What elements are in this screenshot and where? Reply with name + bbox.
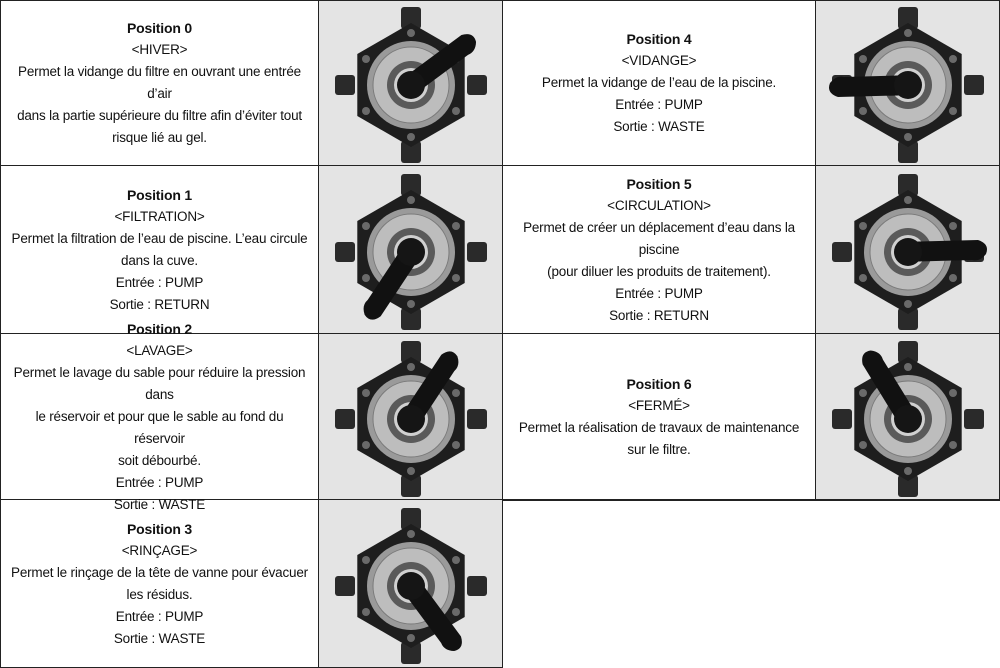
position-desc: Permet la vidange du filtre en ouvrant une entrée d’air bbox=[18, 64, 301, 101]
port-right bbox=[467, 409, 487, 429]
valve-image-position-3 bbox=[319, 500, 503, 668]
bolt bbox=[362, 556, 370, 564]
position-desc: dans la cuve. bbox=[121, 252, 198, 268]
position-desc: (pour diluer les produits de traitement). bbox=[547, 263, 771, 279]
valve-image-position-4 bbox=[816, 0, 1000, 166]
position-title: Position 2 bbox=[127, 320, 192, 337]
position-title: Position 5 bbox=[626, 175, 692, 192]
position-desc: Sortie : RETURN bbox=[109, 296, 210, 312]
bolt bbox=[362, 55, 370, 63]
valve-icon bbox=[326, 3, 496, 163]
bolt bbox=[362, 222, 370, 230]
handle-hub bbox=[894, 405, 922, 433]
position-tag: <FILTRATION> bbox=[114, 208, 205, 224]
bolt bbox=[452, 441, 460, 449]
port-left bbox=[832, 242, 852, 262]
bolt bbox=[452, 389, 460, 397]
valve-icon bbox=[326, 337, 496, 497]
valve-image-position-2 bbox=[319, 334, 503, 500]
position-desc: Permet la vidange de l’eau de la piscine. bbox=[541, 75, 777, 90]
position-0-text bbox=[0, 0, 319, 166]
position-tag: <VIDANGE> bbox=[621, 53, 697, 68]
position-desc: Entrée : PUMP bbox=[615, 97, 703, 112]
valve-icon bbox=[823, 337, 993, 497]
position-tag: <FERMÉ> bbox=[628, 397, 690, 413]
bolt bbox=[904, 133, 912, 141]
port-right bbox=[964, 75, 984, 95]
position-5-text bbox=[503, 166, 816, 334]
bolt bbox=[407, 363, 415, 371]
position-title: Position 1 bbox=[127, 186, 192, 203]
bolt bbox=[407, 467, 415, 475]
handle-hub bbox=[894, 71, 922, 99]
bolt bbox=[362, 274, 370, 282]
port-left bbox=[335, 242, 355, 262]
position-desc: Permet le rinçage de la tête de vanne pour évacuer bbox=[11, 564, 308, 580]
port-right bbox=[467, 242, 487, 262]
port-left bbox=[335, 576, 355, 596]
valve-image-position-1 bbox=[319, 166, 503, 334]
bolt bbox=[407, 634, 415, 642]
bolt bbox=[407, 530, 415, 538]
bolt bbox=[452, 107, 460, 115]
bolt bbox=[904, 467, 912, 475]
port-left bbox=[335, 409, 355, 429]
bolt bbox=[949, 107, 957, 115]
bolt bbox=[452, 608, 460, 616]
valve-icon bbox=[823, 170, 993, 330]
valve-image-position-0 bbox=[319, 0, 503, 166]
position-desc: soit débourbé. bbox=[118, 452, 201, 468]
position-title: Position 6 bbox=[626, 375, 692, 392]
port-right bbox=[467, 75, 487, 95]
position-desc: Sortie : WASTE bbox=[113, 630, 206, 646]
bolt bbox=[407, 196, 415, 204]
port-left bbox=[832, 409, 852, 429]
bolt bbox=[949, 389, 957, 397]
position-tag: <CIRCULATION> bbox=[607, 197, 711, 213]
handle-hub bbox=[397, 71, 425, 99]
position-desc: Permet la réalisation de travaux de maintenance bbox=[518, 419, 800, 435]
position-title: Position 3 bbox=[127, 520, 192, 537]
position-desc: Entrée : PUMP bbox=[115, 608, 204, 624]
bolt bbox=[859, 389, 867, 397]
position-2-text bbox=[0, 320, 319, 512]
bolt bbox=[949, 274, 957, 282]
handle-hub bbox=[397, 238, 425, 266]
bolt bbox=[407, 133, 415, 141]
bolt bbox=[362, 389, 370, 397]
position-desc: sur le filtre. bbox=[627, 441, 691, 457]
position-desc: le réservoir et pour que le sable au fond du réservoir bbox=[35, 408, 284, 446]
bolt bbox=[904, 196, 912, 204]
position-desc: Sortie : WASTE bbox=[613, 119, 705, 134]
bolt bbox=[949, 55, 957, 63]
position-tag: <HIVER> bbox=[131, 42, 188, 57]
empty-cell bbox=[503, 500, 1000, 668]
bolt bbox=[452, 222, 460, 230]
handle-hub bbox=[397, 405, 425, 433]
bolt bbox=[452, 556, 460, 564]
position-1-text bbox=[0, 166, 319, 334]
bolt bbox=[362, 608, 370, 616]
position-desc: Permet de créer un déplacement d’eau dans la piscine bbox=[523, 219, 795, 257]
position-desc: les résidus. bbox=[126, 586, 193, 602]
position-tag: <RINÇAGE> bbox=[121, 542, 198, 558]
position-desc: dans la partie supérieure du filtre afin d’éviter tout bbox=[17, 108, 302, 123]
handle-hub bbox=[397, 572, 425, 600]
position-desc: Permet le lavage du sable pour réduire la pression dans bbox=[13, 364, 306, 402]
position-desc: Entrée : PUMP bbox=[115, 474, 204, 490]
position-tag: <LAVAGE> bbox=[126, 342, 193, 358]
position-4-text bbox=[503, 0, 816, 166]
valve-image-position-5 bbox=[816, 166, 1000, 334]
port-right bbox=[467, 576, 487, 596]
bolt bbox=[362, 107, 370, 115]
bolt bbox=[859, 55, 867, 63]
position-desc: Sortie : RETURN bbox=[609, 307, 709, 323]
position-3-text bbox=[0, 500, 319, 668]
bolt bbox=[859, 441, 867, 449]
bolt bbox=[949, 441, 957, 449]
bolt bbox=[904, 363, 912, 371]
valve-icon bbox=[326, 170, 496, 330]
bolt bbox=[452, 274, 460, 282]
bolt bbox=[859, 222, 867, 230]
bolt bbox=[949, 222, 957, 230]
bolt bbox=[407, 300, 415, 308]
valve-icon bbox=[326, 504, 496, 664]
position-desc: risque lié au gel. bbox=[112, 130, 207, 145]
handle-hub bbox=[894, 238, 922, 266]
position-desc: Sortie : WASTE bbox=[113, 496, 206, 512]
valve-image-position-6 bbox=[816, 334, 1000, 500]
bolt bbox=[859, 274, 867, 282]
port-right bbox=[964, 409, 984, 429]
position-desc: Permet la filtration de l’eau de piscine. L’eau circule bbox=[11, 230, 308, 246]
bolt bbox=[904, 300, 912, 308]
position-desc: Entrée : PUMP bbox=[615, 285, 703, 301]
position-6-text bbox=[503, 334, 816, 500]
bolt bbox=[859, 107, 867, 115]
position-title: Position 0 bbox=[127, 20, 192, 36]
position-desc: Entrée : PUMP bbox=[115, 274, 204, 290]
bolt bbox=[904, 29, 912, 37]
bolt bbox=[407, 29, 415, 37]
valve-icon bbox=[823, 3, 993, 163]
position-title: Position 4 bbox=[626, 31, 692, 47]
bolt bbox=[362, 441, 370, 449]
port-left bbox=[335, 75, 355, 95]
